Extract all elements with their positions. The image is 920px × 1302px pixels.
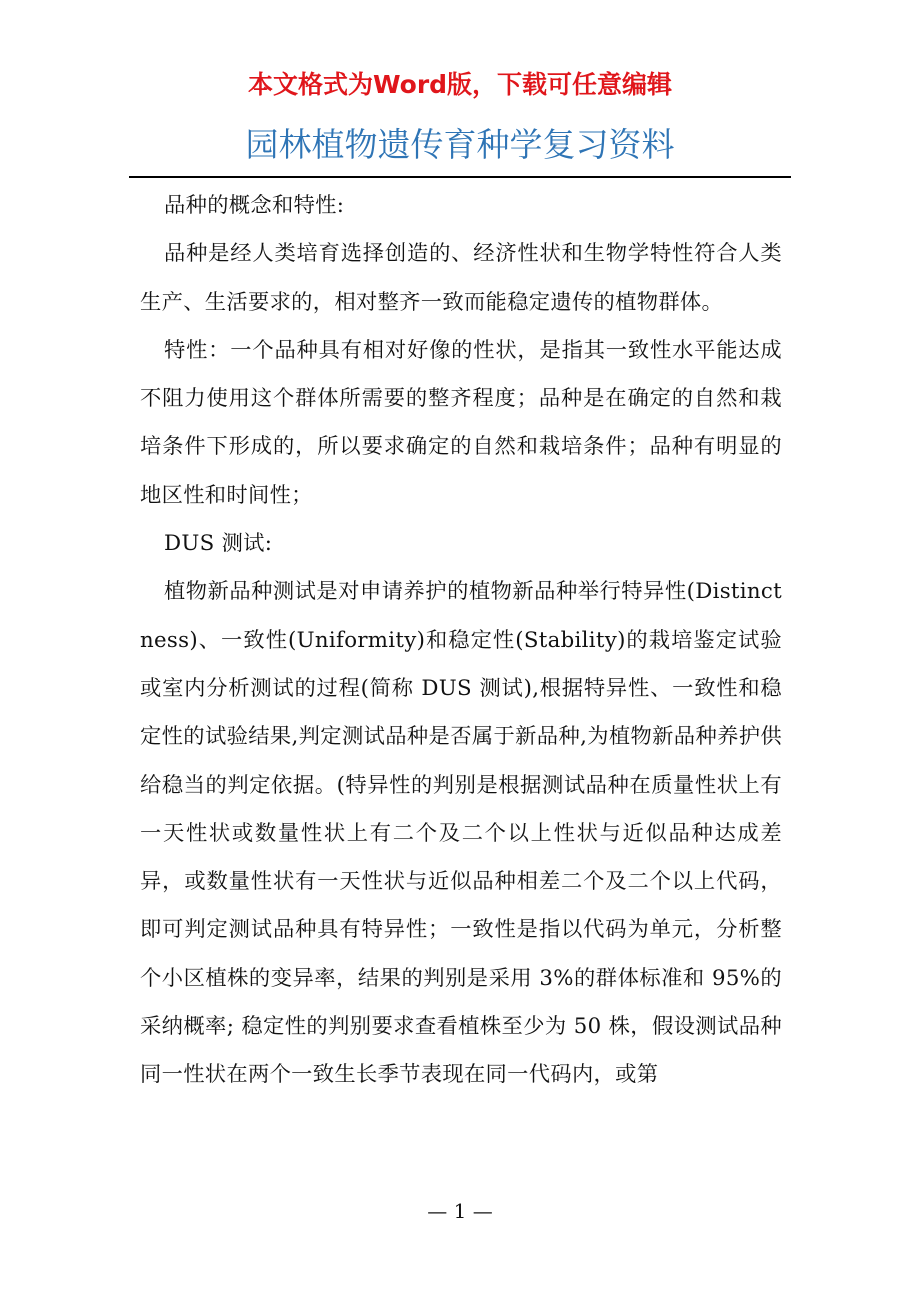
paragraph-variety-characteristics: 特性：一个品种具有相对好像的性状，是指其一致性水平能达成不阻力使用这个群体所需要的整齐程度；品种是在确定的自然和栽培条件下形成的，所以要求确定的自然和栽培条件；品种有明显的地区性和时间性； xyxy=(140,337,782,508)
format-notice-banner: 本文格式为Word版，下载可任意编辑 xyxy=(247,70,673,99)
document-body xyxy=(140,182,782,1100)
paragraph-variety-heading: 品种的概念和特性: xyxy=(164,193,345,218)
document-title: 园林植物遗传育种学复习资料 xyxy=(245,125,675,164)
paragraph-dus-heading: DUS 测试: xyxy=(164,531,273,557)
paragraph-variety-definition: 品种是经人类培育选择创造的、经济性状和生物学特性符合人类生产、生活要求的，相对整齐一致而能稳定遗传的植物群体。 xyxy=(140,241,782,315)
title-divider xyxy=(129,176,791,178)
paragraph-dus-description: 植物新品种测试是对申请养护的植物新品种举行特异性(Distinctness)、一致性(Uniformity)和稳定性(Stability)的栽培鉴定试验或室内分析测试的过程(简称 DUS 测试),根据特异性、一致性和稳定性的试验结果,判定测试品种是否属于新品种,为植物新品种养护供给稳当的判定依据。(特异性的判别是根据测试品种在质量性状上有一天性状或数量性状上有二个及二个以上性状与近似品种达成差异，或数量性状有一天性状与近似品种相差二个及二个以上代码，即可判定测试品种具有特异性；一致性是指以代码为单元，分析整个小区植株的变异率，结果的判别是采用 3%的群体标准和 95%的采纳概率; 稳定性的判别要求查看植株至少为 50 株，假设测试品种同一性状在两个一致生长季节表现在同一代码内，或第 xyxy=(140,579,782,1088)
page-number: — 1 — xyxy=(427,1199,493,1223)
